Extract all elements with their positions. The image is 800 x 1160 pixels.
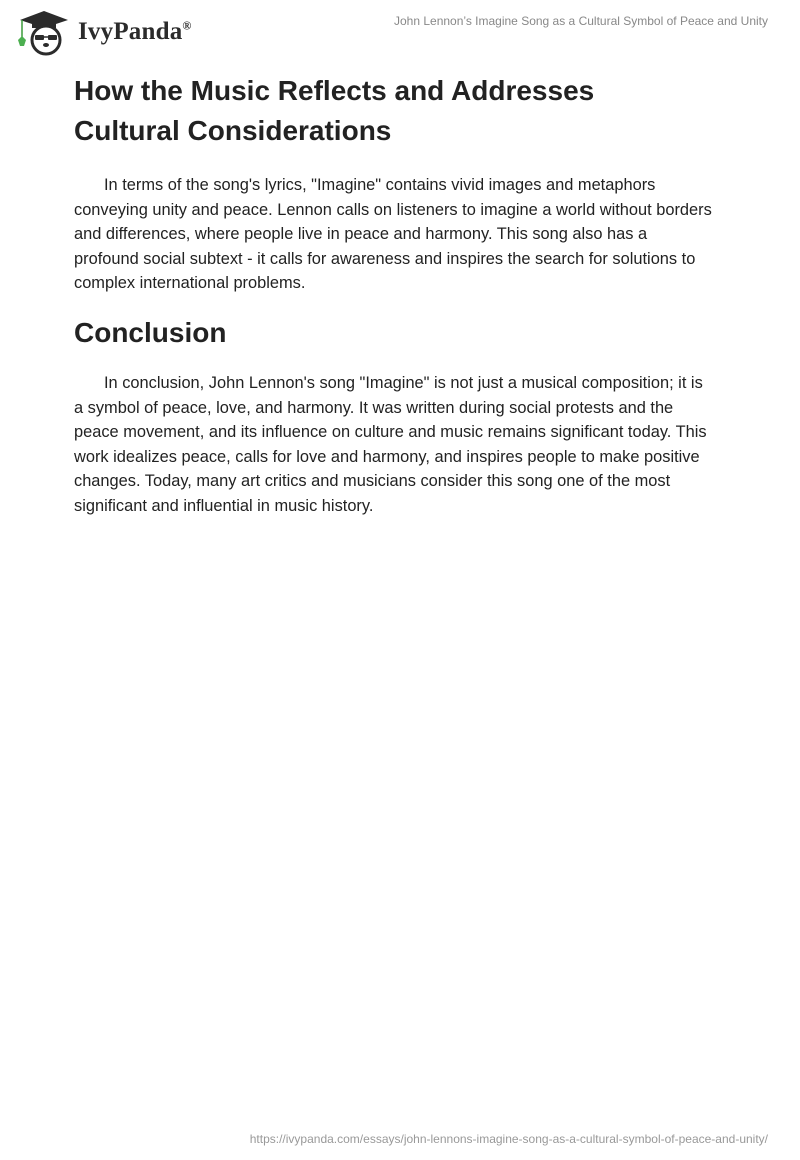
section-heading-cultural-considerations: How the Music Reflects and Addresses Cultural Considerations bbox=[74, 75, 595, 146]
paragraph-cultural-considerations: In terms of the song's lyrics, "Imagine" contains vivid images and metaphors conveying unity and peace. Lennon calls on listeners to imagine a world without borders and differences, where people live in peace and harmony. This song also has a profound social subtext - it calls for awareness and inspires the search for solutions to complex international problems. bbox=[74, 176, 712, 292]
footer-source-url[interactable]: https://ivypanda.com/essays/john-lennons-imagine-song-as-a-cultural-symbol-of-peace-and-unity/ bbox=[249, 1132, 768, 1146]
paragraph-conclusion: In conclusion, John Lennon's song "Imagine" is not just a musical composition; it is a symbol of peace, love, and harmony. It was written during social protests and the peace movement, and its influence on culture and music remains significant today. This work idealizes peace, calls for love and harmony, and inspires people to make positive changes. Today, many art critics and musicians consider this song one of the most significant and influential in music history. bbox=[74, 374, 707, 515]
document-title-header: John Lennon’s Imagine Song as a Cultural Symbol of Peace and Unity bbox=[393, 14, 768, 28]
ivypanda-logo[interactable] bbox=[16, 8, 192, 56]
logo-text: IvyPanda® bbox=[78, 18, 192, 45]
panda-graduate-icon bbox=[16, 8, 72, 56]
section-heading-conclusion: Conclusion bbox=[74, 317, 227, 348]
